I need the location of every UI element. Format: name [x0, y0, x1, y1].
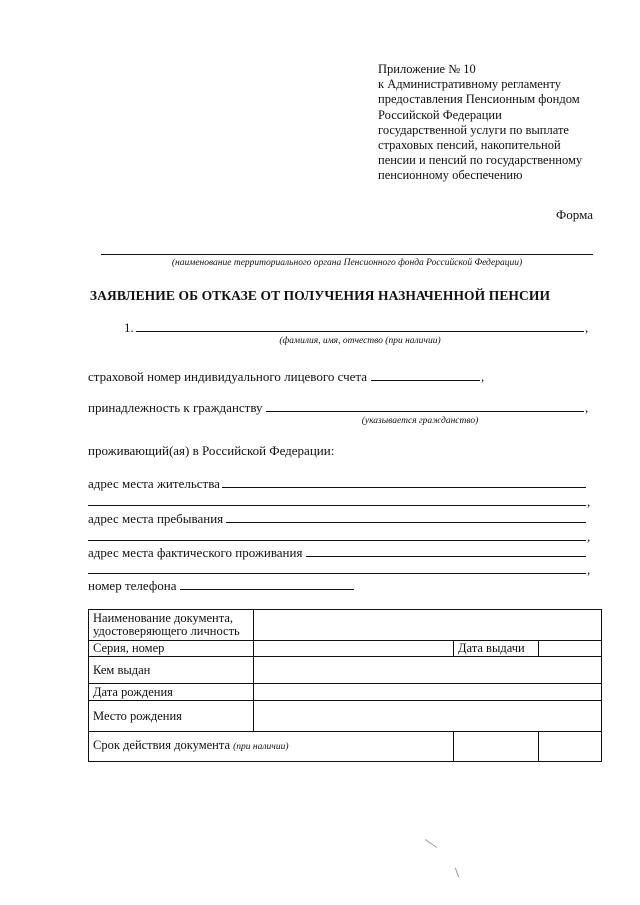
birth-date-label: Дата рождения [89, 684, 254, 701]
citizenship-hint: (указывается гражданство) [361, 416, 479, 426]
appendix-line: Российской Федерации [378, 107, 502, 122]
series-number-label: Серия, номер [89, 641, 254, 657]
comma: , [587, 529, 591, 544]
comma: , [587, 494, 591, 509]
item-number: 1. [124, 320, 134, 335]
snils-label: страховой номер индивидуального лицевого счета [88, 369, 368, 384]
table-row [89, 732, 602, 762]
appendix-line: государственной услуги по выплате [378, 122, 569, 137]
validity-extra-cell[interactable] [539, 732, 602, 762]
citizenship-label: принадлежность к гражданству [88, 400, 263, 415]
scan-mark [455, 868, 459, 878]
table-row [89, 610, 602, 641]
issued-by-label: Кем выдан [89, 657, 254, 684]
phone-label: номер телефона [88, 578, 177, 593]
actual-address-field[interactable] [306, 556, 586, 557]
actual-address-field-cont[interactable] [88, 573, 586, 574]
validity-cell[interactable] [454, 732, 539, 762]
issued-by-cell[interactable] [254, 657, 602, 684]
appendix-line: пенсии и пенсий по государственному [378, 153, 583, 168]
actual-address-label: адрес места фактического проживания [88, 545, 303, 560]
series-number-cell[interactable] [254, 641, 454, 657]
birth-date-cell[interactable] [254, 684, 602, 701]
appendix-note [378, 62, 618, 184]
stay-field-cont[interactable] [88, 540, 586, 541]
appendix-line: предоставления Пенсионным фондом [378, 92, 580, 107]
form-label: Форма [556, 207, 593, 222]
comma: , [587, 562, 591, 577]
stay-label: адрес места пребывания [88, 511, 224, 526]
validity-label-main: Срок действия документа [93, 738, 231, 752]
residence-field-cont[interactable] [88, 505, 586, 506]
document-title: ЗАЯВЛЕНИЕ ОБ ОТКАЗЕ ОТ ПОЛУЧЕНИЯ НАЗНАЧЕННОЙ ПЕНСИИ [89, 288, 551, 303]
identity-document-table [88, 609, 602, 762]
doc-name-label-line: Наименование документа, [93, 611, 234, 625]
citizenship-field[interactable] [266, 411, 584, 412]
table-row [89, 657, 602, 684]
stay-field[interactable] [226, 522, 586, 523]
phone-field[interactable] [180, 589, 354, 590]
snils-field[interactable] [371, 380, 480, 381]
comma: , [585, 400, 589, 415]
residing-label: проживающий(ая) в Российской Федерации: [88, 443, 335, 458]
birth-place-cell[interactable] [254, 701, 602, 732]
validity-label-hint: (при наличии) [233, 742, 289, 752]
comma: , [481, 369, 485, 384]
issue-date-label: Дата выдачи [454, 641, 539, 657]
doc-name-cell[interactable] [254, 610, 602, 641]
residence-field[interactable] [222, 487, 586, 488]
fio-field[interactable] [136, 331, 584, 332]
table-row [89, 641, 602, 657]
appendix-line: пенсионному обеспечению [378, 168, 523, 183]
scan-mark [425, 839, 437, 848]
table-row [89, 684, 602, 701]
table-row [89, 701, 602, 732]
org-name-hint: (наименование территориального органа Пенсионного фонда Российской Федерации) [171, 258, 523, 268]
org-name-field[interactable] [101, 254, 593, 255]
issue-date-cell[interactable] [539, 641, 602, 657]
appendix-line: Приложение № 10 [378, 62, 476, 76]
comma: , [585, 320, 589, 335]
residence-label: адрес места жительства [88, 476, 220, 491]
validity-label [89, 732, 454, 762]
doc-name-label-line: удостоверяющего личность [93, 624, 240, 638]
appendix-line: страховых пенсий, накопительной [378, 138, 561, 153]
birth-place-label: Место рождения [89, 701, 254, 732]
appendix-line: к Административному регламенту [378, 77, 562, 92]
doc-name-label [89, 610, 254, 641]
fio-hint: (фамилия, имя, отчество (при наличии) [279, 336, 441, 346]
